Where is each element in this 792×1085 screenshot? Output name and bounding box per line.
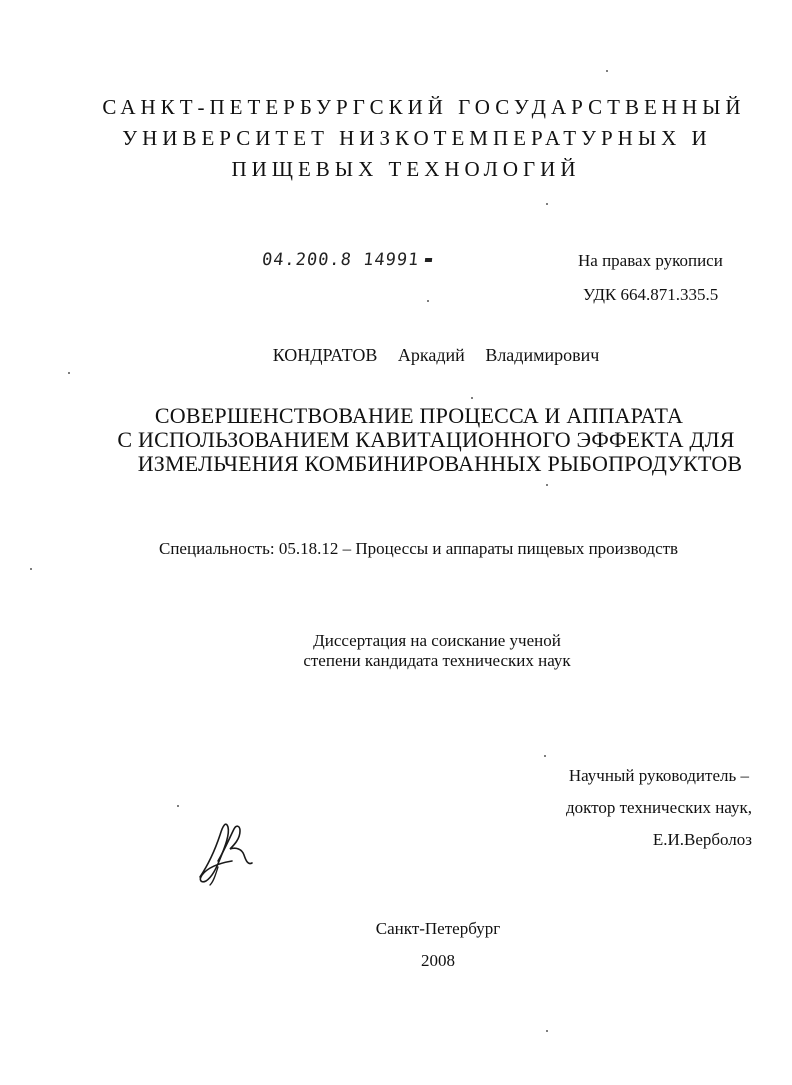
supervisor-role: Научный руководитель – [568,766,749,785]
dissertation-purpose-line-2: степени кандидата технических наук [303,651,571,670]
scan-speck [546,203,548,205]
scan-speck [546,1030,548,1032]
handwritten-signature-icon [190,815,260,887]
scan-speck [544,755,546,757]
scan-speck [471,397,473,399]
registration-stamp [261,250,433,270]
dissertation-purpose-line-1: Диссертация на соискание ученой [313,631,561,650]
scan-speck [427,300,429,302]
thesis-title-line-3: ИЗМЕЛЬЧЕНИЯ КОМБИНИРОВАННЫХ РЫБОПРОДУКТОВ [137,451,743,476]
supervisor-degree: доктор технических наук, [565,798,752,817]
thesis-title-line-1: СОВЕРШЕНСТВОВАНИЕ ПРОЦЕССА И АППАРАТА [154,403,684,428]
author-first-name: Аркадий [397,345,465,365]
scan-speck [30,568,32,570]
scan-speck [177,805,179,807]
author-patronymic: Владимирович [485,345,600,365]
scan-speck [68,372,70,374]
university-name-line-3: ПИЩЕВЫХ ТЕХНОЛОГИЙ [231,157,581,181]
udk-code: УДК 664.871.335.5 [583,285,719,304]
stamp-number: 04.200.8 14991 [260,250,421,270]
supervisor-name: Е.И.Верболоз [652,830,752,849]
scan-speck [606,70,608,72]
manuscript-rights-note: На правах рукописи [578,251,723,270]
city: Санкт-Петербург [375,919,501,938]
year: 2008 [421,951,455,970]
stamp-dash-mark [425,258,432,262]
university-name-line-1: САНКТ-ПЕТЕРБУРГСКИЙ ГОСУДАРСТВЕННЫЙ [102,95,746,119]
university-name-line-2: УНИВЕРСИТЕТ НИЗКОТЕМПЕРАТУРНЫХ И [122,126,712,150]
scan-speck [546,484,548,486]
author-name [0,343,792,367]
author-surname: КОНДРАТОВ [272,345,378,365]
specialty-line: Специальность: 05.18.12 – Процессы и аппараты пищевых производств [159,539,679,558]
thesis-title-line-2: С ИСПОЛЬЗОВАНИЕМ КАВИТАЦИОННОГО ЭФФЕКТА ДЛЯ [117,427,735,452]
